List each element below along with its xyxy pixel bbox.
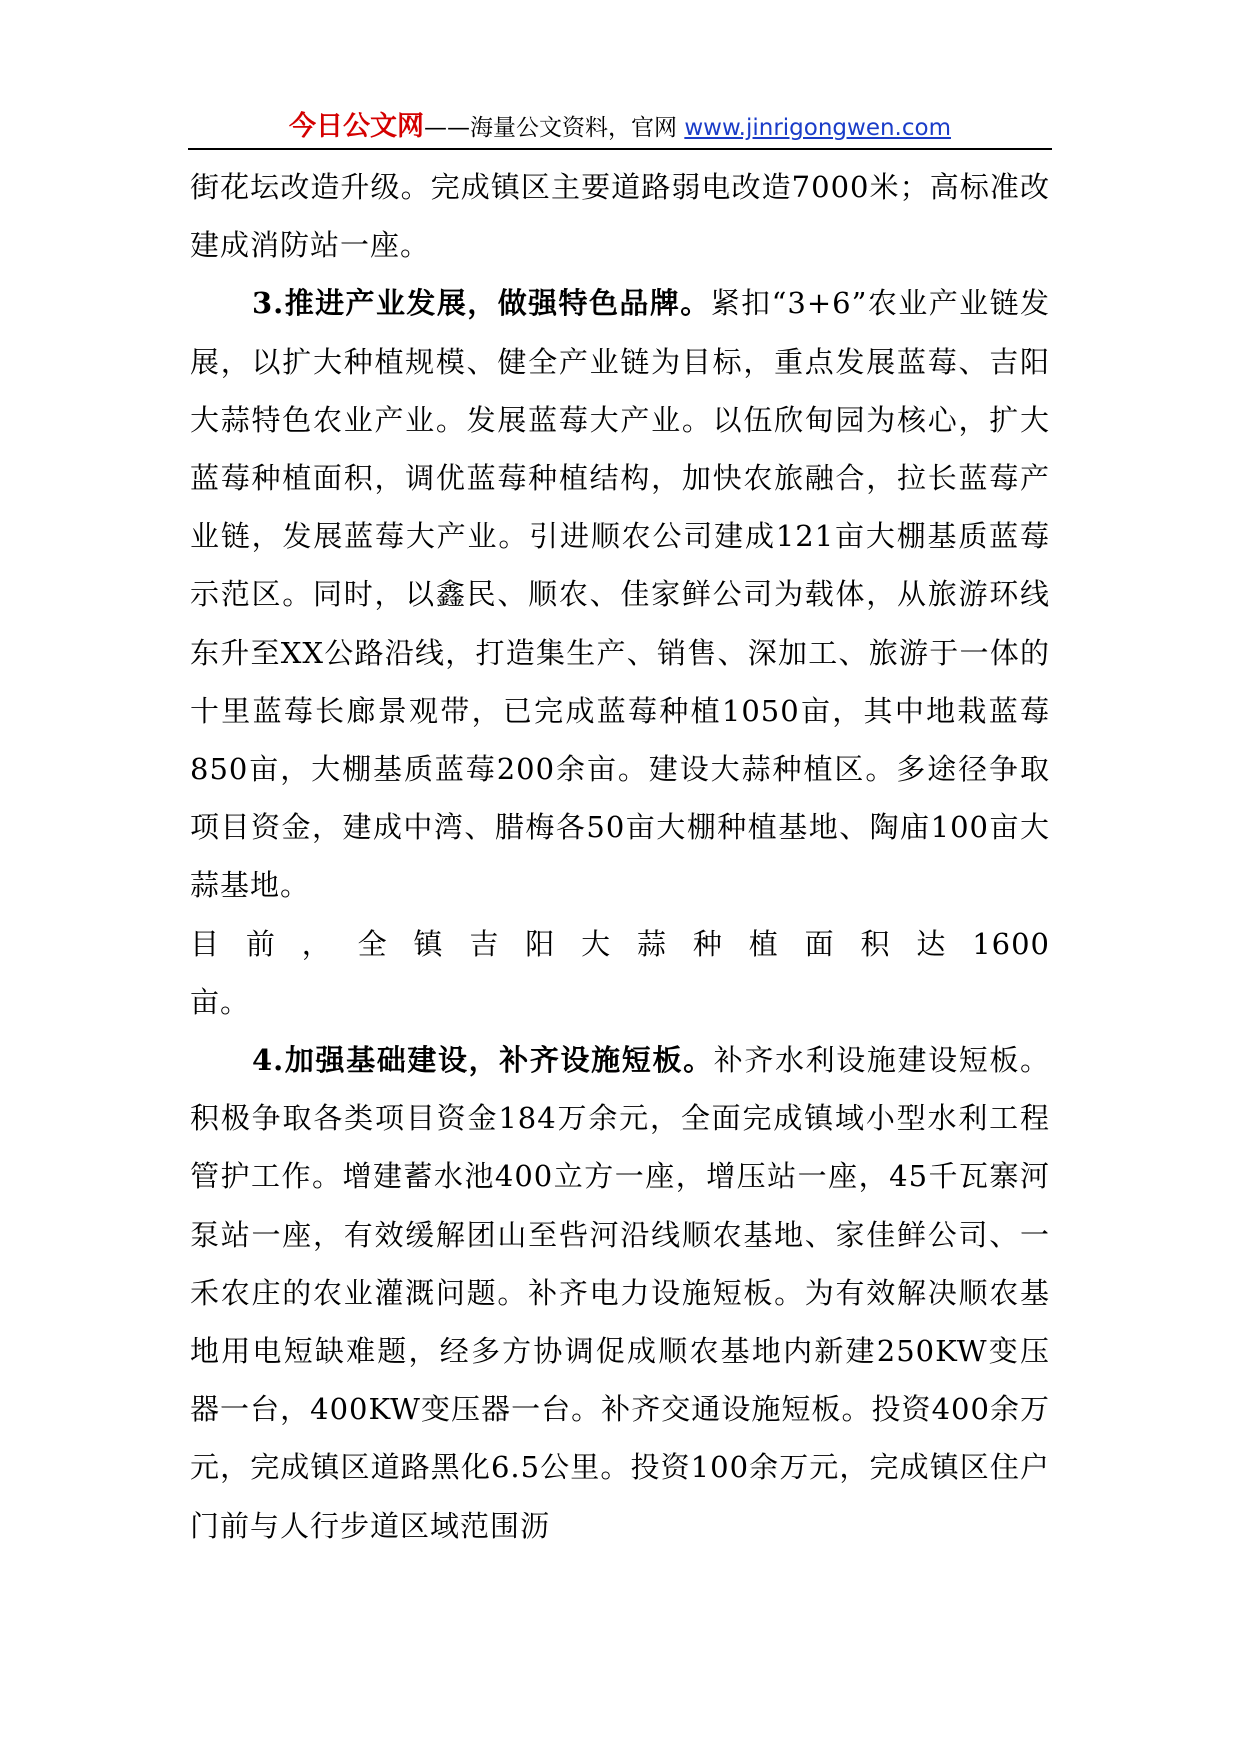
site-url-link[interactable]: www.jinrigongwen.com: [684, 115, 951, 141]
site-tagline: ——海量公文资料，官网: [424, 115, 685, 141]
document-body: [190, 158, 1050, 1555]
paragraph-text: 亩。: [190, 984, 251, 1019]
section-heading: 4.加强基础建设，补齐设施短板。: [252, 1043, 714, 1078]
paragraph-text: 街花坛改造升级。完成镇区主要道路弱电改造7000米；高标准改建成消防站一座。: [190, 170, 1050, 263]
page-header: [188, 104, 1052, 148]
header-divider: [188, 148, 1052, 150]
paragraph-text: 紧扣“3+6”农业产业链发展，以扩大种植规模、健全产业链为目标，重点发展蓝莓、吉阳大蒜特色农业产业。发展蓝莓大产业。以伍欣甸园为核心，扩大蓝莓种植面积，调优蓝莓种植结构，加快农旅融合，拉长蓝莓产业链，发展蓝莓大产业。引进顺农公司建成121亩大棚基质蓝莓示范区。同时，以鑫民、顺农、佳家鲜公司为载体，从旅游环线东升至XX公路沿线，打造集生产、销售、深加工、旅游于一体的十里蓝莓长廊景观带，已完成蓝莓种植1050亩，其中地栽蓝莓850亩，大棚基质蓝莓200余亩。建设大蒜种植区。多途径争取项目资金，建成中湾、腊梅各50亩大棚种植基地、陶庙100亩大蒜基地。: [190, 286, 1051, 903]
paragraph-section-4: [190, 1031, 1050, 1555]
paragraph-text: 目前，全镇吉阳大蒜种植面积达1600: [190, 926, 1050, 961]
site-brand: 今日公文网: [289, 111, 425, 142]
paragraph-spread-line: [190, 915, 1050, 973]
paragraph-continued: [190, 158, 1050, 274]
paragraph-tail: [190, 973, 1050, 1031]
paragraph-text: 补齐水利设施建设短板。积极争取各类项目资金184万余元，全面完成镇域小型水利工程管护工作。增建蓄水池400立方一座，增压站一座，45千瓦寨河泵站一座，有效缓解团山至呰河沿线顺农基地、家佳鲜公司、一禾农庄的农业灌溉问题。补齐电力设施短板。为有效解决顺农基地用电短缺难题，经多方协调促成顺农基地内新建250KW变压器一台，400KW变压器一台。补齐交通设施短板。投资400余万元，完成镇区道路黑化6.5公里。投资100余万元，完成镇区住户门前与人行步道区域范围沥: [190, 1043, 1050, 1543]
section-heading: 3.推进产业发展，做强特色品牌。: [252, 286, 711, 321]
paragraph-section-3: [190, 274, 1050, 914]
